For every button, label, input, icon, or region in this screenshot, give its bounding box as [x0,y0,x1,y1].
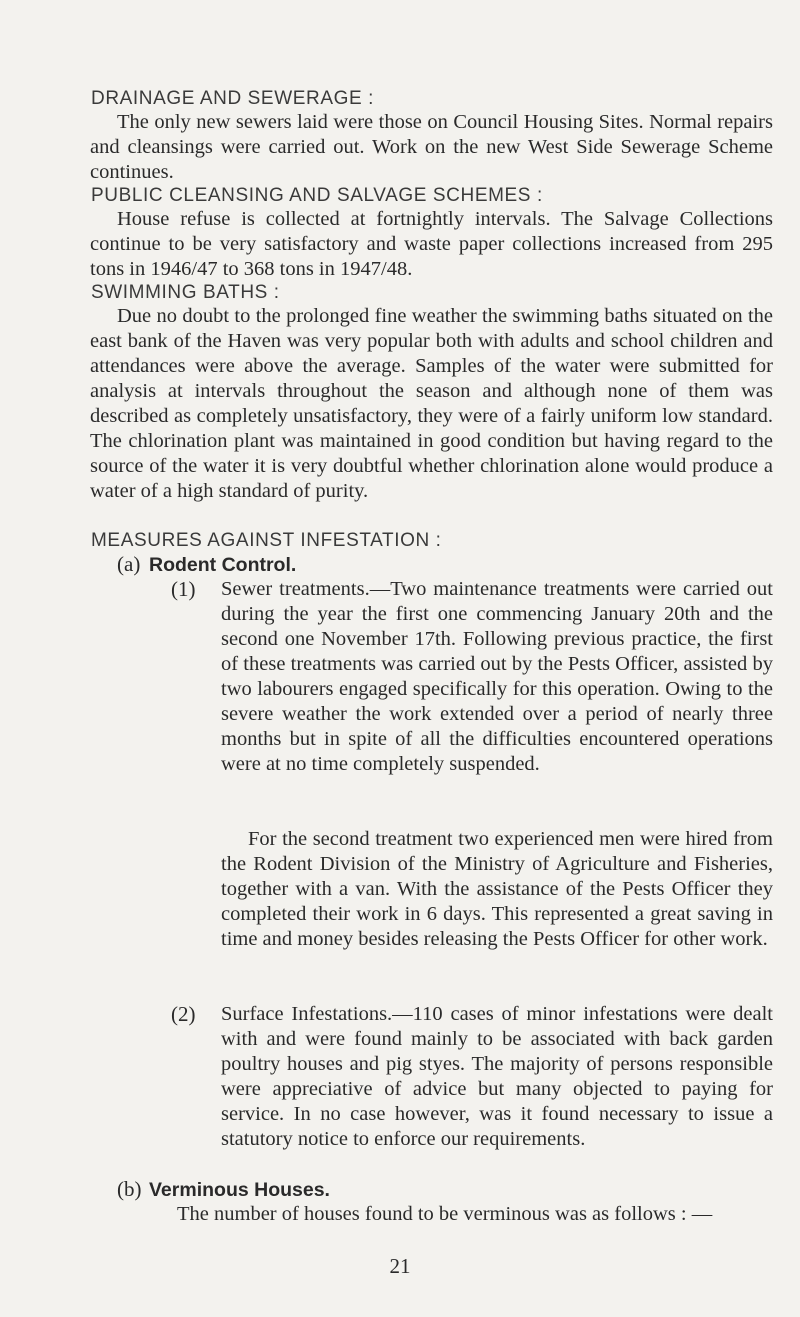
heading-drainage: DRAINAGE AND SEWERAGE : [91,88,375,109]
heading-cleansing: PUBLIC CLEANSING AND SALVAGE SCHEMES : [91,185,543,206]
subsection-verminous-houses [117,1177,330,1202]
paragraph-verminous-houses: The number of houses found to be verminous was as follows : — [177,1203,713,1225]
subsection-rodent-control [117,552,296,577]
paragraph-drainage: The only new sewers laid were those on Council Housing Sites. Normal repairs and cleansings were carried out. Work on the new West Side Sewerage Scheme continues. [90,111,773,183]
subsection-label: (a) [117,552,141,576]
paragraph-sewer-treatments: Sewer treatments.—Two maintenance treatments were carried out during the year the first one commencing January 20th and the second one November 17th. Following previous practice, the first of these treatments was carried out by the Pests Officer, assisted by two labourers engaged specifically for this operation. Owing to the severe weather the work extended over a period of nearly three months but in spite of all the difficulties encountered operations were at no time completely suspended. [221,578,773,775]
item-number-2: (2) [171,1002,196,1026]
heading-swimming: SWIMMING BATHS : [91,282,280,303]
page-number: 21 [389,1254,411,1278]
paragraph-cleansing: House refuse is collected at fortnightly intervals. The Salvage Collections continue to be very satisfactory and waste paper collections increased from 295 tons in 1946/47 to 368 tons in 1947/48. [90,208,773,280]
heading-infestation: MEASURES AGAINST INFESTATION : [91,530,442,551]
paragraph-second-treatment: For the second treatment two experienced men were hired from the Rodent Division of the Ministry of Agriculture and Fisheries, together with a van. With the assistance of the Pests Officer they completed their work in 6 days. This represented a great saving in time and money besides releasing the Pests Officer for other work. [221,828,773,950]
item-number-1: (1) [171,577,196,601]
subsection-title: Rodent Control. [149,554,297,576]
paragraph-surface-infestations: Surface Infestations.—110 cases of minor infestations were dealt with and were found mainly to be associated with back garden poultry houses and pig styes. The majority of persons responsible were appreciative of advice but many objected to paying for service. In no case however, was it found necessary to issue a statutory notice to enforce our requirements. [221,1003,773,1150]
paragraph-swimming: Due no doubt to the prolonged fine weather the swimming baths situated on the east bank of the Haven was very popular both with adults and school children and attendances were above the average. Samples of the water were submitted for analysis at intervals throughout the season and although none of them was described as completely unsatisfactory, they were of a fairly uniform low standard. The chlorination plant was maintained in good condition but having regard to the source of the water it is very doubtful whether chlorination alone would produce a water of a high standard of purity. [90,305,773,502]
subsection-label: (b) [117,1177,142,1201]
subsection-title: Verminous Houses. [149,1179,330,1201]
